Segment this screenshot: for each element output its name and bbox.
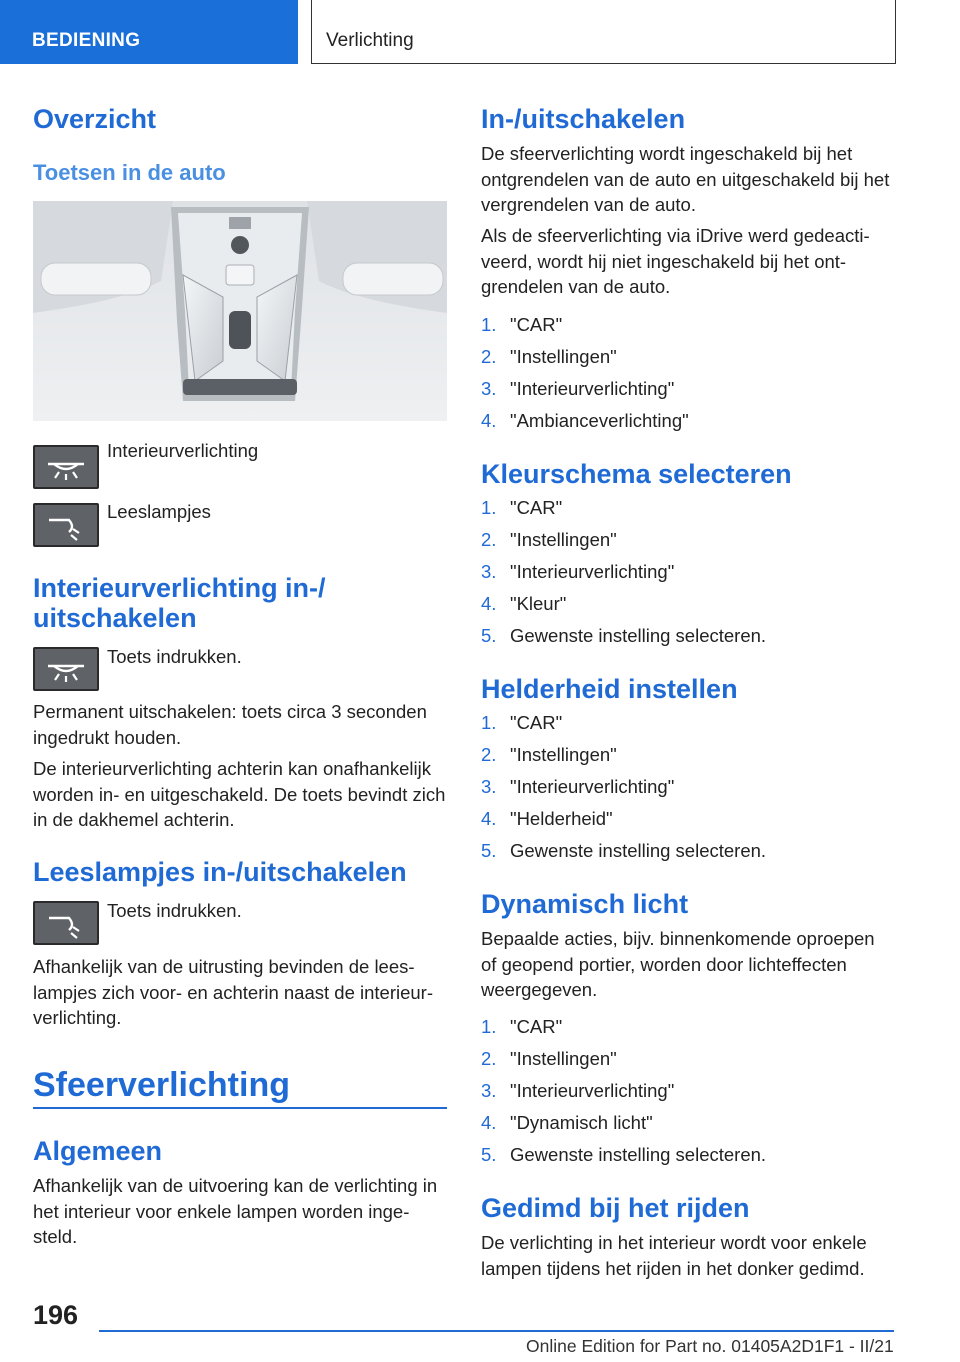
interior-press-text: Toets indrukken. [107,646,242,667]
step-text: "Interieurverlichting" [510,776,675,797]
onoff-steps [481,309,891,437]
color-heading: Kleurschema selecteren [481,459,792,489]
interior-heading: Interieurverlichting in-/ uitschakelen [33,573,326,633]
step-text: "Instellingen" [510,1048,617,1069]
onoff-paragraph-2: Als de sfeerverlichting via iDrive werd gedeacti- veerd, wordt hij niet ingeschakeld bij het ont- grendelen van de auto. [481,225,870,297]
step-text: "Instellingen" [510,744,617,765]
step-text: "Instellingen" [510,529,617,550]
step-text: Gewenste instelling selecteren. [510,840,767,861]
onoff-paragraph-1: De sfeerverlichting wordt ingeschakeld bij het ontgrendelen van de auto en uitgeschakeld bij het vergrendelen van de auto. [481,143,890,215]
list-item [481,1107,891,1139]
list-item [481,1139,891,1171]
onoff-heading: In-/uitschakelen [481,104,686,134]
list-item [481,620,891,652]
step-text: "CAR" [510,497,563,518]
interior-icon-label: Interieurverlichting [107,440,259,461]
list-item [481,803,891,835]
step-number: 3. [481,1080,497,1101]
step-text: "CAR" [510,1016,563,1037]
roof-console-image [33,201,447,421]
step-text: Gewenste instelling selecteren. [510,625,767,646]
section-tab [0,0,298,64]
step-text: "CAR" [510,314,563,335]
list-item [481,309,891,341]
step-number: 4. [481,593,497,614]
chapter-header [311,0,896,64]
dimmed-heading: Gedimd bij het rijden [481,1193,750,1223]
step-number: 5. [481,625,497,646]
step-number: 3. [481,561,497,582]
step-text: "Helderheid" [510,808,613,829]
step-text: "Interieurverlichting" [510,561,675,582]
step-number: 2. [481,1048,497,1069]
reading-heading: Leeslampjes in-/uitschakelen [33,857,407,887]
dynamic-heading: Dynamisch licht [481,889,689,919]
dynamic-paragraph: Bepaalde acties, bijv. binnenkomende oproepen of geopend portier, worden door lichteffecten weergegeven. [481,928,875,1000]
step-number: 1. [481,1016,497,1037]
list-item [481,588,891,620]
section-rule [33,1107,447,1109]
step-number: 1. [481,314,497,335]
list-item [481,1011,891,1043]
step-number: 2. [481,744,497,765]
step-number: 4. [481,410,497,431]
list-item [481,1043,891,1075]
color-steps [481,492,891,652]
list-item [481,707,891,739]
step-text: "CAR" [510,712,563,733]
dynamic-steps [481,1011,891,1171]
interior-paragraph-1: Permanent uitschakelen: toets circa 3 seconden ingedrukt houden. [33,701,427,748]
step-number: 5. [481,840,497,861]
step-number: 1. [481,497,497,518]
overview-heading: Overzicht [33,104,157,134]
step-number: 5. [481,1144,497,1165]
step-text: "Ambianceverlichting" [510,410,689,431]
footer-rule [99,1330,894,1332]
reading-press-text: Toets indrukken. [107,900,242,921]
interior-light-icon-2 [33,647,99,691]
general-heading: Algemeen [33,1136,163,1166]
interior-paragraph-2: De interieurverlichting achterin kan onafhankelijk worden in- en uitgeschakeld. De toets bevindt zich in de dakhemel achterin. [33,758,446,830]
step-text: "Interieurverlichting" [510,1080,675,1101]
buttons-heading: Toetsen in de auto [33,160,226,185]
list-item [481,405,891,437]
step-number: 3. [481,378,497,399]
reading-light-icon-2 [33,901,99,945]
step-number: 4. [481,1112,497,1133]
edition-text: Online Edition for Part no. 01405A2D1F1 - II/21 [526,1336,894,1356]
step-text: "Instellingen" [510,346,617,367]
list-item [481,835,891,867]
step-number: 2. [481,529,497,550]
page-number: 196 [33,1300,79,1330]
reading-paragraph: Afhankelijk van de uitrusting bevinden de lees- lampjes zich voor- en achterin naast de interieur- verlichting. [33,956,433,1028]
list-item [481,373,891,405]
list-item [481,524,891,556]
reading-icon-label: Leeslampjes [107,501,211,522]
reading-light-icon [33,503,99,547]
list-item [481,1075,891,1107]
section-label: BEDIENING [32,30,141,51]
step-text: "Dynamisch licht" [510,1112,653,1133]
list-item [481,341,891,373]
list-item [481,771,891,803]
step-number: 4. [481,808,497,829]
brightness-heading: Helderheid instellen [481,674,738,704]
list-item [481,739,891,771]
general-paragraph: Afhankelijk van de uitvoering kan de verlichting in het interieur voor enkele lampen worden inge- steld. [33,1175,438,1247]
step-text: "Interieurverlichting" [510,378,675,399]
interior-light-icon [33,445,99,489]
list-item [481,556,891,588]
dimmed-paragraph: De verlichting in het interieur wordt voor enkele lampen tijdens het rijden in het donker gedimd. [481,1232,867,1279]
step-number: 2. [481,346,497,367]
brightness-steps [481,707,891,867]
list-item [481,492,891,524]
step-text: Gewenste instelling selecteren. [510,1144,767,1165]
step-number: 3. [481,776,497,797]
chapter-label: Verlichting [326,30,414,51]
ambient-heading: Sfeerverlichting [33,1066,290,1104]
step-text: "Kleur" [510,593,567,614]
step-number: 1. [481,712,497,733]
